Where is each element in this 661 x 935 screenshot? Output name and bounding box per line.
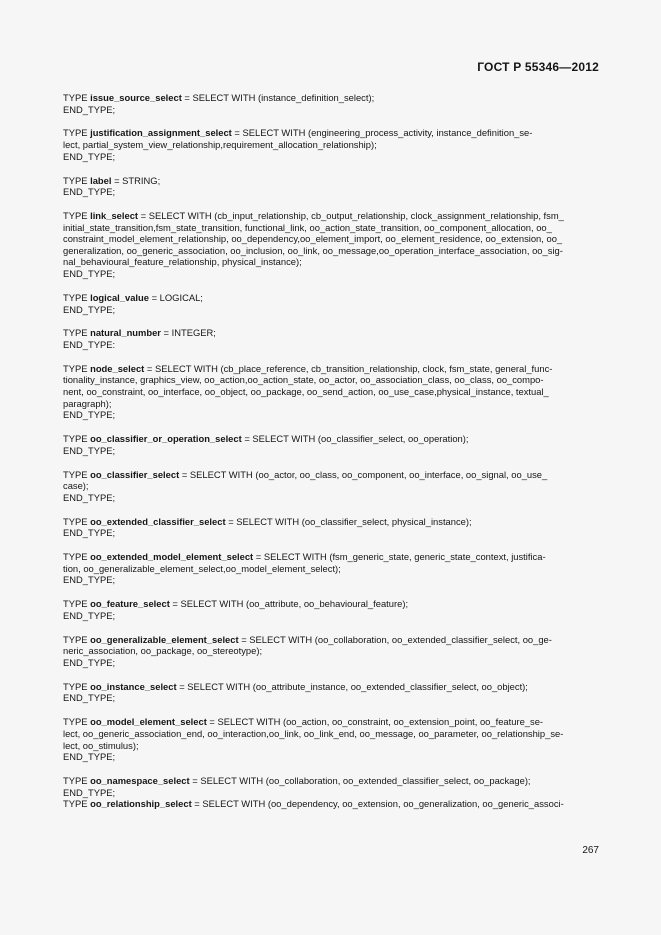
type-declaration-line <box>63 681 603 693</box>
type-name: oo_model_element_select <box>90 716 207 728</box>
end-type-line: END_TYPE; <box>63 786 116 798</box>
type-continuation-line: lect, oo_stimulus); <box>63 739 139 751</box>
type-name: oo_classifier_or_operation_select <box>90 433 242 445</box>
type-definition-text: = SELECT WITH (oo_collaboration, oo_extended_classifier_select, oo_package); <box>189 774 531 786</box>
type-declaration-line <box>63 127 603 139</box>
type-definition-text: = SELECT WITH (engineering_process_activity, instance_definition_se- <box>231 127 533 139</box>
type-definition <box>63 92 603 115</box>
type-continuation-line: nal_behavioural_feature_relationship, physical_instance); <box>63 256 302 268</box>
end-type-line: END_TYPE; <box>63 491 116 503</box>
type-definition-text: = SELECT WITH (oo_dependency, oo_extension, oo_generalization, oo_generic_associ- <box>191 798 564 810</box>
type-definition <box>63 634 603 669</box>
end-type-line: END_TYPE; <box>63 656 116 668</box>
type-name: justification_assignment_select <box>90 127 232 139</box>
end-type-line: END_TYPE; <box>63 751 116 763</box>
end-type-line: END_TYPE; <box>63 609 116 621</box>
type-declaration-line <box>63 92 603 104</box>
type-continuation-line: generalization, oo_generic_association, oo_inclusion, oo_link, oo_message,oo_operation_interface_association, oo_sig- <box>63 244 563 256</box>
end-type-line: END_TYPE; <box>63 303 116 315</box>
type-declaration-line <box>63 716 603 728</box>
end-type-line: END_TYPE; <box>63 103 116 115</box>
type-name: label <box>90 174 112 186</box>
type-continuation-line: nent, oo_constraint, oo_interface, oo_object, oo_package, oo_send_action, oo_use_case,physical_instance, textual_ <box>63 386 549 398</box>
end-type-line: END_TYPE; <box>63 444 116 456</box>
type-declaration-line <box>63 551 603 563</box>
type-keyword: TYPE <box>63 798 91 810</box>
type-definition-text: = STRING; <box>111 174 161 186</box>
type-declaration-line <box>63 175 603 187</box>
type-declaration-line <box>63 363 603 375</box>
type-definition-text: = SELECT WITH (oo_classifier_select, oo_operation); <box>241 433 469 445</box>
type-keyword: TYPE <box>63 127 91 139</box>
end-type-line: END_TYPE; <box>63 186 116 198</box>
type-definition-text: = SELECT WITH (oo_action, oo_constraint, oo_extension_point, oo_feature_se- <box>206 716 544 728</box>
type-definition-text: = SELECT WITH (oo_attribute_instance, oo_extended_classifier_select, oo_object); <box>176 680 528 692</box>
end-type-line: END_TYPE; <box>63 527 116 539</box>
type-continuation-line: constraint_model_element_relationship, oo_dependency,oo_element_import, oo_element_residence, oo_extension, oo_ <box>63 233 563 245</box>
type-definition-text: = SELECT WITH (cb_place_reference, cb_transition_relationship, clock, fsm_state, general_func- <box>144 362 553 374</box>
end-type-line: END_TYPE; <box>63 150 116 162</box>
type-declaration-line <box>63 210 603 222</box>
type-definition <box>63 551 603 586</box>
type-definition <box>63 681 603 704</box>
type-keyword: TYPE <box>63 551 91 563</box>
type-continuation-line: neric_association, oo_package, oo_stereotype); <box>63 645 263 657</box>
type-keyword: TYPE <box>63 633 91 645</box>
type-keyword: TYPE <box>63 210 91 222</box>
type-definition-text: = INTEGER; <box>160 327 216 339</box>
type-continuation-line: lect, oo_generic_association_end, oo_interaction,oo_link, oo_link_end, oo_message, oo_parameter, oo_relationship_se- <box>63 727 564 739</box>
type-definition-text: = SELECT WITH (oo_classifier_select, physical_instance); <box>225 515 472 527</box>
type-definition <box>63 175 603 198</box>
type-keyword: TYPE <box>63 515 91 527</box>
type-keyword: TYPE <box>63 433 91 445</box>
type-name: oo_extended_model_element_select <box>90 551 254 563</box>
type-name: oo_namespace_select <box>90 774 190 786</box>
type-definition <box>63 516 603 539</box>
type-definition <box>63 433 603 456</box>
end-type-line: END_TYPE; <box>63 574 116 586</box>
type-name: oo_extended_classifier_select <box>90 515 226 527</box>
type-keyword: TYPE <box>63 362 91 374</box>
type-keyword: TYPE <box>63 174 91 186</box>
type-definition-text: = SELECT WITH (oo_actor, oo_class, oo_component, oo_interface, oo_signal, oo_use_ <box>179 468 548 480</box>
type-definition <box>63 469 603 504</box>
express-type-list <box>63 92 603 822</box>
type-declaration-line <box>63 433 603 445</box>
type-name: natural_number <box>90 327 161 339</box>
type-keyword: TYPE <box>63 468 91 480</box>
type-keyword: TYPE <box>63 774 91 786</box>
type-keyword: TYPE <box>63 680 91 692</box>
end-type-line: END_TYPE; <box>63 268 116 280</box>
type-continuation-line: tion, oo_generalizable_element_select,oo_model_element_select); <box>63 562 341 574</box>
type-definition <box>63 798 603 810</box>
type-name: oo_generalizable_element_select <box>90 633 239 645</box>
type-declaration-line <box>63 798 603 810</box>
type-declaration-line <box>63 598 603 610</box>
type-definition <box>63 716 603 762</box>
type-definition <box>63 775 603 798</box>
type-definition <box>63 210 603 280</box>
type-definition-text: = SELECT WITH (cb_input_relationship, cb_output_relationship, clock_assignment_relationship, fsm_ <box>138 210 564 222</box>
type-definition <box>63 327 603 350</box>
type-declaration-line <box>63 634 603 646</box>
type-definition <box>63 598 603 621</box>
type-declaration-line <box>63 292 603 304</box>
type-name: node_select <box>90 362 145 374</box>
type-name: oo_classifier_select <box>90 468 180 480</box>
type-keyword: TYPE <box>63 291 91 303</box>
type-continuation-line: case); <box>63 480 89 492</box>
standard-header: ГОСТ Р 55346—2012 <box>477 60 599 74</box>
type-definition-text: = SELECT WITH (oo_attribute, oo_behavioural_feature); <box>169 598 409 610</box>
type-continuation-line: paragraph); <box>63 397 112 409</box>
type-definition-text: = SELECT WITH (instance_definition_select); <box>181 92 375 103</box>
type-continuation-line: initial_state_transition,fsm_state_transition, functional_link, oo_action_state_transition, oo_component_allocation, oo_ <box>63 221 552 233</box>
page-number: 267 <box>582 845 599 856</box>
type-name: logical_value <box>90 291 149 303</box>
type-definition <box>63 127 603 162</box>
type-name: oo_instance_select <box>90 680 177 692</box>
type-continuation-line: lect, partial_system_view_relationship,requirement_allocation_relationship); <box>63 139 377 151</box>
type-keyword: TYPE <box>63 716 91 728</box>
type-name: link_select <box>90 210 139 222</box>
type-keyword: TYPE <box>63 92 91 103</box>
type-definition <box>63 363 603 421</box>
end-type-line: END_TYPE; <box>63 692 116 704</box>
type-keyword: TYPE <box>63 327 91 339</box>
type-continuation-line: tionality_instance, graphics_view, oo_action,oo_action_state, oo_actor, oo_association_class, oo_class, oo_compo- <box>63 374 544 386</box>
type-name: oo_relationship_select <box>90 798 192 810</box>
type-definition-text: = LOGICAL; <box>148 291 203 303</box>
end-type-line: END_TYPE: <box>63 338 116 350</box>
type-declaration-line <box>63 469 603 481</box>
type-name: issue_source_select <box>90 92 182 103</box>
type-definition-text: = SELECT WITH (oo_collaboration, oo_extended_classifier_select, oo_ge- <box>238 633 552 645</box>
type-definition <box>63 292 603 315</box>
type-declaration-line <box>63 775 603 787</box>
type-declaration-line <box>63 516 603 528</box>
end-type-line: END_TYPE; <box>63 409 116 421</box>
type-definition-text: = SELECT WITH (fsm_generic_state, generic_state_context, justifica- <box>253 551 546 563</box>
type-declaration-line <box>63 327 603 339</box>
type-name: oo_feature_select <box>90 598 170 610</box>
type-keyword: TYPE <box>63 598 91 610</box>
